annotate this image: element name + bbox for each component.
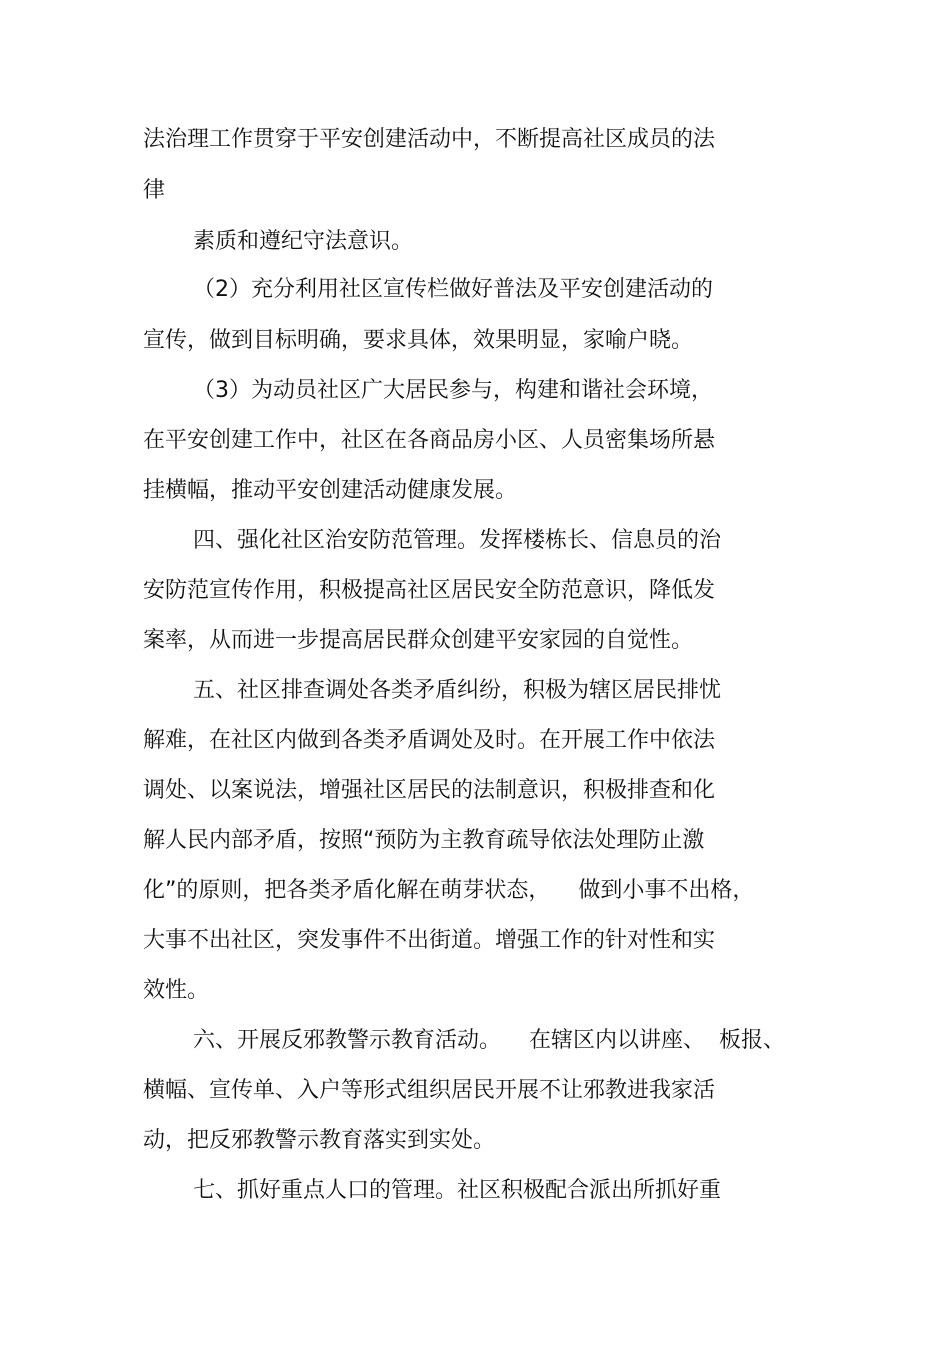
text-line: 在平安创建工作中，社区在各商品房小区、人员密集场所悬: [143, 428, 716, 453]
text-line: 化”的原则，把各类矛盾化解在萌芽状态， 做到小事不出格，: [143, 878, 755, 903]
text-line: 五、社区排查调处各类矛盾纠纷，积极为辖区居民排忧: [193, 678, 722, 703]
text-line: 六、开展反邪教警示教育活动。 在辖区内以讲座、 板报、: [193, 1028, 785, 1053]
text-line: 挂横幅，推动平安创建活动健康发展。: [143, 478, 518, 503]
text-line: 七、抓好重点人口的管理。社区积极配合派出所抓好重: [193, 1178, 722, 1203]
text-line: 法治理工作贯穿于平安创建活动中，不断提高社区成员的法: [143, 127, 716, 152]
text-line: 素质和遵纪守法意识。: [193, 229, 414, 254]
text-line: 四、强化社区治安防范管理。发挥楼栋长、信息员的治: [193, 528, 722, 553]
text-line: 动，把反邪教警示教育落实到实处。: [143, 1128, 496, 1153]
text-line: 调处、以案说法，增强社区居民的法制意识，积极排查和化: [143, 778, 716, 803]
text-line: 效性。: [143, 978, 210, 1003]
text-line: 解人民内部矛盾，按照“预防为主教育疏导依法处理防止激: [143, 828, 705, 853]
text-line: 律: [143, 178, 166, 203]
text-line: 大事不出社区，突发事件不出街道。增强工作的针对性和实: [143, 928, 716, 953]
text-line: （3）为动员社区广大居民参与，构建和谐社会环境，: [193, 378, 713, 403]
text-line: 案率，从而进一步提高居民群众创建平安家园的自觉性。: [143, 628, 694, 653]
text-line: （2）充分利用社区宣传栏做好普法及平安创建活动的: [193, 277, 713, 302]
text-line: 安防范宣传作用，积极提高社区居民安全防范意识，降低发: [143, 578, 716, 603]
text-line: 宣传，做到目标明确，要求具体，效果明显，家喻户晓。: [143, 328, 694, 353]
text-line: 解难，在社区内做到各类矛盾调处及时。在开展工作中依法: [143, 728, 716, 753]
text-line: 横幅、宣传单、入户等形式组织居民开展不让邪教进我家活: [143, 1078, 716, 1103]
